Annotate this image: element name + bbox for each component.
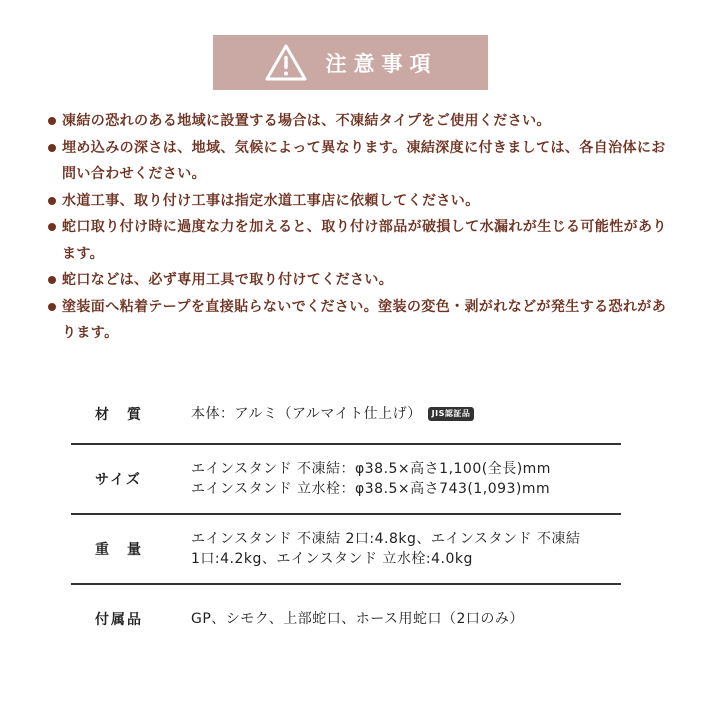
jis-badge: JIS認証品	[428, 407, 475, 421]
bullet-dot	[48, 276, 56, 284]
bullet-dot	[48, 223, 56, 231]
caution-list	[48, 108, 678, 347]
spec-value-weight: エインスタンド 不凍結 2口:4.8kg、エインスタンド 不凍結 1口:4.2kg、エインスタンド 立水栓:4.0kg	[191, 531, 581, 567]
spec-label-size: サイズ	[95, 472, 142, 488]
spec-label-accessories: 付属品	[95, 612, 143, 628]
spec-row-size	[71, 445, 621, 515]
caution-item: 蛇口取り付け時に過度な力を加えると、取り付け部品が破損して水漏れが生じる可能性があります。	[48, 214, 678, 267]
spec-row-material	[71, 385, 621, 445]
spec-row-accessories	[71, 585, 621, 653]
spec-table	[71, 385, 621, 653]
spec-label-weight: 重 量	[95, 542, 143, 558]
spec-label-material: 材 質	[95, 407, 143, 423]
caution-banner	[213, 35, 488, 90]
bullet-dot	[48, 197, 56, 205]
bullet-dot	[48, 117, 56, 125]
spec-row-weight	[71, 515, 621, 585]
caution-item: 塗装面へ粘着テープを直接貼らないでください。塗装の変色・剥がれなどが発生する恐れがあります。	[48, 294, 678, 347]
spec-value-size: エインスタンド 不凍結：φ38.5×高さ1,100(全長)mm エインスタンド 立水栓：φ38.5×高さ743(1,093)mm	[191, 461, 551, 497]
bullet-dot	[48, 144, 56, 152]
spec-value-material: 本体：アルミ（アルマイト仕上げ） JIS認証品	[191, 404, 474, 424]
caution-item: 蛇口などは、必ず専用工具で取り付けてください。	[48, 267, 678, 294]
caution-item: 埋め込みの深さは、地域、気候によって異なります。凍結深度に付きましては、各自治体にお問い合わせください。	[48, 135, 678, 188]
spec-value-accessories: GP、シモク、上部蛇口、ホース用蛇口（2口のみ）	[191, 611, 524, 627]
caution-item: 凍結の恐れのある地域に設置する場合は、不凍結タイプをご使用ください。	[48, 108, 678, 135]
caution-item: 水道工事、取り付け工事は指定水道工事店に依頼してください。	[48, 188, 678, 215]
banner-title: 注意事項	[325, 51, 438, 76]
bullet-dot	[48, 303, 56, 311]
warning-triangle-icon	[264, 43, 308, 83]
